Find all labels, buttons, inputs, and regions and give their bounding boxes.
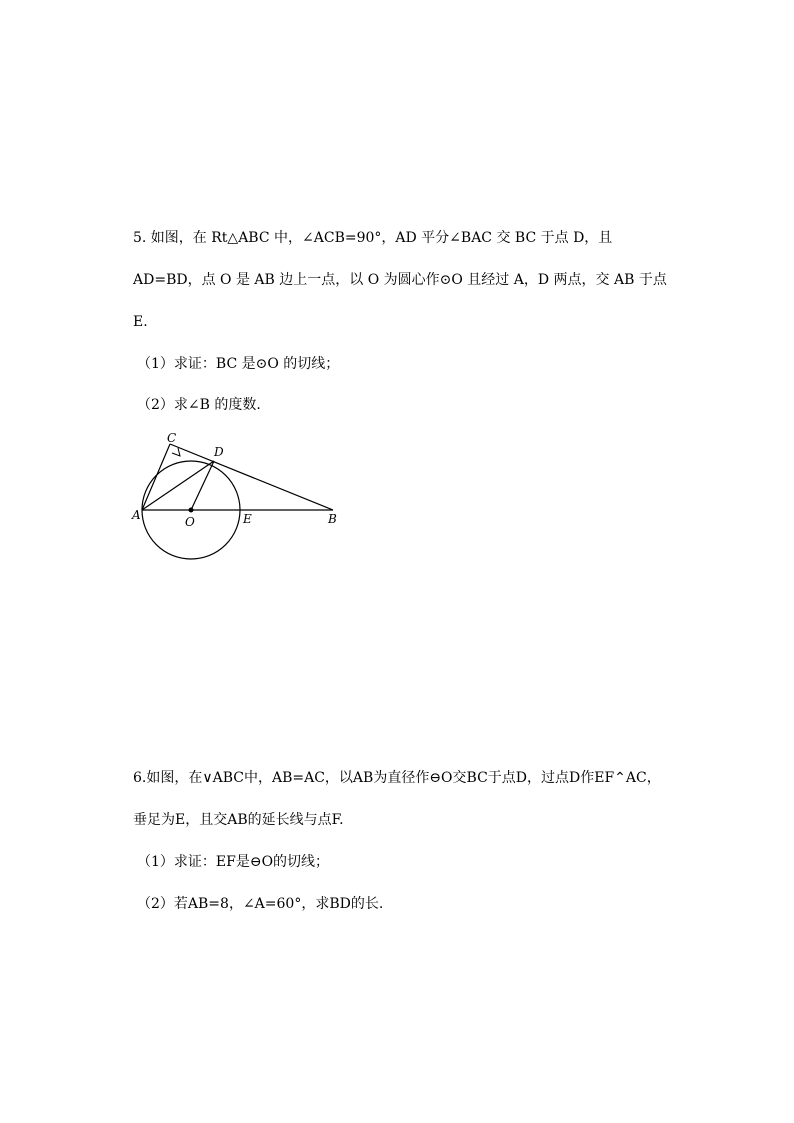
q5-part1: （1）求证：BC 是⊙O 的切线； [137, 356, 340, 372]
q5-stem-line3: E. [133, 314, 148, 330]
q5-stem-line2: AD=BD，点 O 是 AB 边上一点，以 O 为圆心作⊙O 且经过 A，D 两点，交 AB 于点 [133, 272, 667, 288]
label-a: A [132, 508, 141, 522]
q6-part1: （1）求证：EF是⊖O的切线； [137, 854, 330, 870]
label-e: E [243, 512, 252, 526]
q6-part2: （2）若AB=8，∠A=60°，求BD的长. [137, 896, 384, 912]
label-o: O [185, 515, 195, 529]
label-b: B [328, 512, 337, 526]
q5-stem-line1: 5. 如图，在 Rt△ABC 中，∠ACB=90°，AD 平分∠BAC 交 BC 于点 D，且 [133, 230, 613, 246]
q6-stem-line1: 6.如图，在∨ABC中，AB=AC，以AB为直径作⊖O交BC于点D，过点D作EF⌃AC， [133, 770, 661, 786]
segment-cb [170, 444, 333, 510]
q5-geometry-figure [128, 428, 348, 563]
point-o [189, 508, 194, 513]
label-d: D [214, 445, 224, 459]
label-c: C [167, 431, 177, 445]
q5-part2: （2）求∠B 的度数. [137, 397, 261, 413]
right-angle-mark [172, 448, 180, 456]
q6-stem-line2: 垂足为E，且交AB的延长线与点F. [133, 812, 344, 828]
